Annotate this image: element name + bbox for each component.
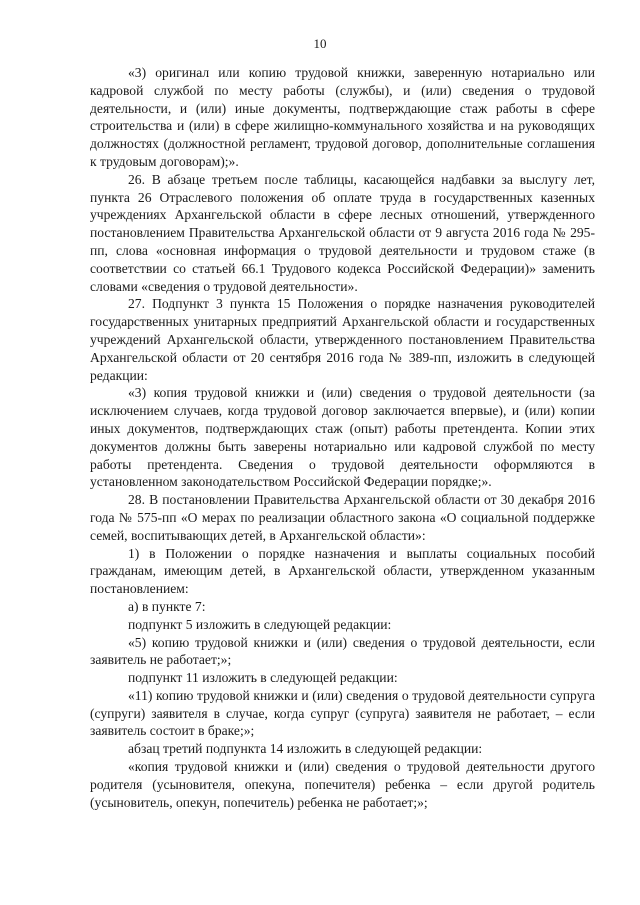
page-number: 10 [313,36,327,51]
paragraph-quoted-item-3-original-workbook: «3) оригинал или копию трудовой книжки, заверенную нотариально или кадровой службой по месту работы (службы), и (или) сведения о трудовой деятельности, и (или) иные документы, подтверждающие стаж работы в сфере строительства и (или) в сфере жилищно-коммунального хозяйства и на руководящих должностях (должностной регламент, трудовой договор, дополнительные соглашения к трудовым договорам);». [90,65,595,169]
paragraph-item-27: 27. Подпункт 3 пункта 15 Положения о порядке назначения руководителей государственных унитарных предприятий Архангельской области и государственных учреждений Архангельской области, утвержденного постановлением Правительства Архангельской области от 20 сентября 2016 года № 389-пп, изложить в следующей редакции: [90,296,595,383]
paragraph-quoted-item-3-copy-workbook: «3) копия трудовой книжки и (или) сведения о трудовой деятельности (за исключением случаев, когда трудовой договор заключается впервые), и (или) копии иных документов, подтверждающих стаж (опыт) работы претендента. Копии этих документов должны быть заверены нотариально или кадровой службой по месту работы претендента. Сведения о трудовой деятельности оформляются в установленном законодательством Российской Федерации порядке;». [90,385,595,490]
paragraph-quoted-subpoint-11: «11) копию трудовой книжки и (или) сведения о трудовой деятельности супруга (супруги) заявителя в случае, когда супруг (супруга) заявителя не работает, – если заявитель состоит в браке;»; [90,687,595,739]
paragraph-item-28: 28. В постановлении Правительства Архангельской области от 30 декабря 2016 года № 575-пп «О мерах по реализации областного закона «О социальной поддержке семей, воспитывающих детей, в Архангельской области»: [90,492,595,543]
paragraph-item-26: 26. В абзаце третьем после таблицы, касающейся надбавки за выслугу лет, пункта 26 Отраслевого положения об оплате труда в государственных казенных учреждениях Архангельской области в сфере лесных отношений, утвержденного постановлением Правительства Архангельской области от 9 августа 2016 года № 295-пп, слова «основная информация о трудовой деятельности и трудовом стаже (в соответствии со статьей 66.1 Трудового кодекса Российской Федерации)» заменить словами «сведения о трудовой деятельности». [90,171,595,294]
paragraph-subpoint-11-intro: подпункт 11 изложить в следующей редакции: [128,670,398,686]
paragraph-subpoint-5-intro: подпункт 5 изложить в следующей редакции: [128,616,392,632]
paragraph-subitem-a: а) в пункте 7: [128,598,206,614]
paragraph-subpoint-14-intro: абзац третий подпункта 14 изложить в следующей редакции: [128,741,483,757]
document-body [90,64,595,811]
paragraph-subitem-1: 1) в Положении о порядке назначения и выплаты социальных пособий гражданам, имеющим детей, в Архангельской области, утвержденном указанным постановлением: [90,545,595,597]
paragraph-quoted-subpoint-5: «5) копию трудовой книжки и (или) сведения о трудовой деятельности, если заявитель не работает;»; [90,634,595,668]
paragraph-quoted-subpoint-14: «копия трудовой книжки и (или) сведения о трудовой деятельности другого родителя (усыновителя, опекуна, попечителя) ребенка – если другой родитель (усыновитель, опекун, попечитель) ребенка не работает;»; [90,759,595,810]
